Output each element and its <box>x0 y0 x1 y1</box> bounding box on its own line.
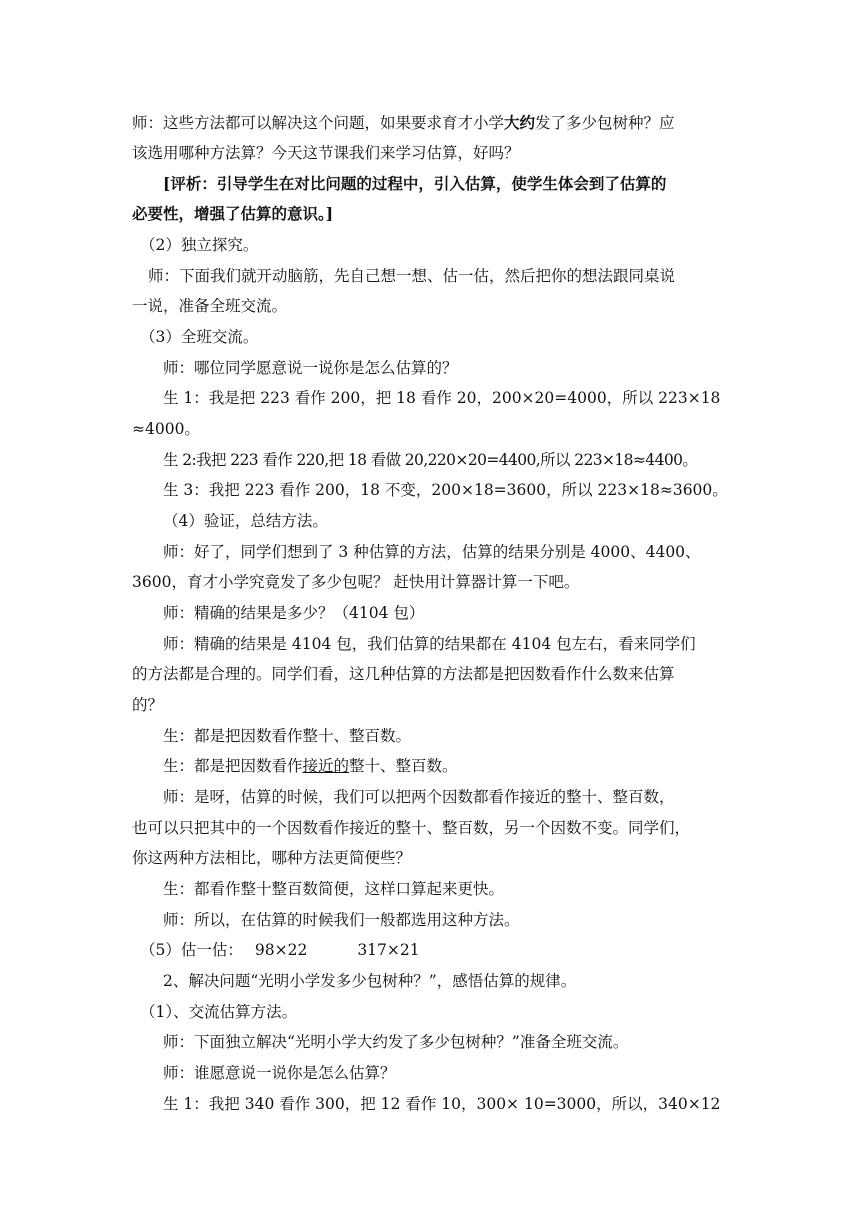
paragraph-line: 师：是呀，估算的时候，我们可以把两个因数都看作接近的整十、整百数， <box>163 788 675 806</box>
exercise-expression: 317×21 <box>357 941 420 959</box>
section-heading: 2、解决问题“光明小学发多少包树种？”，感悟估算的规律。 <box>163 972 577 990</box>
underlined-text: 接近的 <box>302 757 350 775</box>
paragraph-line: 你这两种方法相比，哪种方法更简便些？ <box>132 849 412 867</box>
paragraph-line: 师：好了，同学们想到了 3 种估算的方法，估算的结果分别是 4000、4400、 <box>163 543 701 561</box>
paragraph-line: 生 3：我把 223 看作 200，18 不变，200×18=3600，所以 223×18≈3600。 <box>163 481 728 499</box>
paragraph-line: 师：谁愿意说一说你是怎么估算？ <box>163 1064 396 1082</box>
section-heading: （3）全班交流。 <box>140 328 259 346</box>
exercise-line <box>140 940 740 960</box>
text-run: 整十、整百数。 <box>349 757 458 775</box>
section-heading: （1）、交流估算方法。 <box>140 1003 298 1021</box>
paragraph-line: 师：下面独立解决“光明小学大约发了多少包树种？”准备全班交流。 <box>163 1033 629 1051</box>
section-heading: （2）独立探究。 <box>140 236 259 254</box>
text-run: （5）估一估： <box>140 941 243 959</box>
paragraph-line: 的方法都是合理的。同学们看，这几种估算的方法都是把因数看作什么数来估算 <box>132 665 675 683</box>
text-run: 师：这些方法都可以解决这个问题，如果要求育才小学 <box>132 114 505 132</box>
paragraph-line: 师：所以，在估算的时候我们一般都选用这种方法。 <box>163 911 520 929</box>
section-heading: （4）验证，总结方法。 <box>163 512 328 530</box>
paragraph-line: 生：都看作整十整百数简便，这样口算起来更快。 <box>163 880 505 898</box>
paragraph-line: 师：精确的结果是多少？（4104 包） <box>163 604 425 622</box>
commentary-line: 必要性，增强了估算的意识。] <box>132 204 334 223</box>
paragraph-line: 生 2:我把 223 看作 220,把 18 看做 20,220×20=4400,所以 223×18≈4400。 <box>163 451 698 469</box>
paragraph-line <box>132 113 732 133</box>
text-run: 发了多少包树种？应 <box>535 114 675 132</box>
text-run: 生：都是把因数看作 <box>163 757 303 775</box>
paragraph-line: 该选用哪种方法算？今天这节课我们来学习估算，好吗？ <box>132 144 520 162</box>
paragraph-line: 师：精确的结果是 4104 包，我们估算的结果都在 4104 包左右，看来同学们 <box>163 635 696 653</box>
paragraph-line: 师：哪位同学愿意说一说你是怎么估算的？ <box>163 359 458 377</box>
paragraph-line: 生 1：我是把 223 看作 200，把 18 看作 20，200×20=4000，所以 223×18 <box>163 389 721 407</box>
paragraph-line: 的？ <box>132 696 164 714</box>
emphasis-text: 大约 <box>504 113 536 132</box>
paragraph-line <box>163 756 763 776</box>
paragraph-line: 3600，育才小学究竟发了多少包呢？ 赶快用计算器计算一下吧。 <box>132 573 580 591</box>
commentary-line: [评析：引导学生在对比问题的过程中，引入估算，使学生体会到了估算的 <box>163 174 667 193</box>
paragraph-line: 一说，准备全班交流。 <box>132 297 288 315</box>
paragraph-line: 生 1：我把 340 看作 300，把 12 看作 10，300× 10=3000，所以，340×12 <box>163 1095 721 1113</box>
paragraph-line: 生：都是把因数看作整十、整百数。 <box>163 727 412 745</box>
paragraph-line: ≈4000。 <box>132 420 200 438</box>
paragraph-line: 师：下面我们就开动脑筋，先自己想一想、估一估，然后把你的想法跟同桌说 <box>148 267 676 285</box>
exercise-expression: 98×22 <box>254 941 308 959</box>
paragraph-line: 也可以只把其中的一个因数看作接近的整十、整百数，另一个因数不变。同学们， <box>132 819 691 837</box>
